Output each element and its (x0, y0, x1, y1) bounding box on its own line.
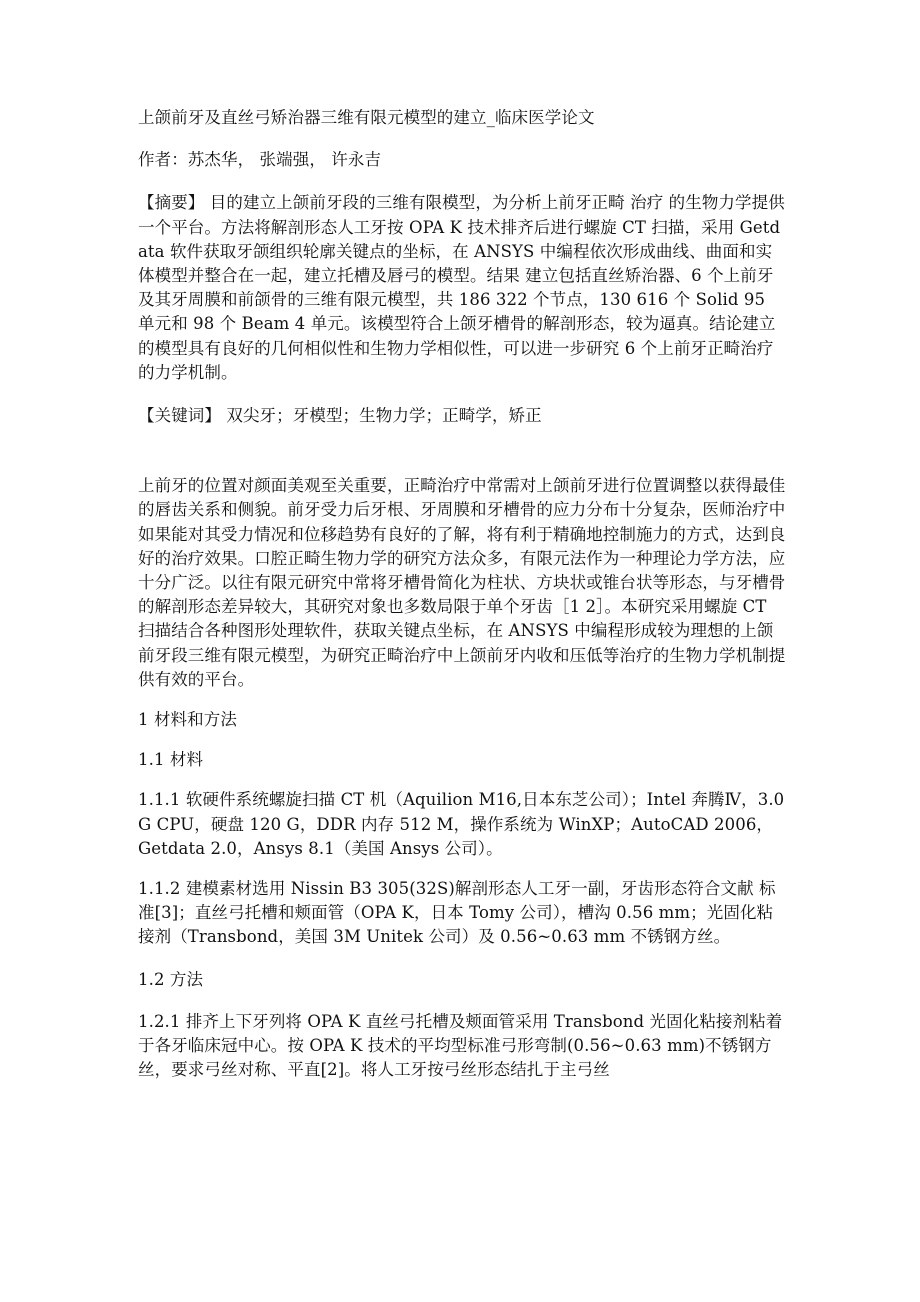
section-heading-1-1: 1.1 材料 (138, 750, 204, 770)
paper-title: 上颌前牙及直丝弓矫治器三维有限元模型的建立_临床医学论文 (138, 108, 595, 127)
keywords-line: 【关键词】 双尖牙；牙模型；生物力学；正畸学，矫正 (138, 406, 542, 426)
author-line: 作者：苏杰华， 张端强， 许永吉 (138, 150, 382, 170)
paragraph-1-1-1: 1.1.1 软硬件系统螺旋扫描 CT 机（Aquilion M16,日本东芝公司）；Intel 奔腾Ⅳ，3.0 G CPU，硬盘 120 G，DDR 内存 512 M，操作系统为 WinXP；AutoCAD 2006，Getdata 2.0，Ansys 8.1（美国 Ansys 公司）。 (138, 790, 785, 858)
section-heading-1-2: 1.2 方法 (138, 969, 204, 989)
document-page (138, 106, 786, 1083)
abstract-paragraph: 【摘要】 目的建立上颌前牙段的三维有限模型，为分析上前牙正畸 治疗 的生物力学提供一个平台。方法将解剖形态人工牙按 OPA K 技术排齐后进行螺旋 CT 扫描，采用 Getdata 软件获取牙颌组织轮廓关键点的坐标，在 ANSYS 中编程依次形成曲线、曲面和实体模型并整合在一起，建立托槽及唇弓的模型。结果 建立包括直丝矫治器、6 个上前牙及其牙周膜和前颌骨的三维有限元模型，共 186 322 个节点，130 616 个 Solid 95 单元和 98 个 Beam 4 单元。该模型符合上颌牙槽骨的解剖形态，较为逼真。结论建立的模型具有良好的几何相似性和生物力学相似性，可以进一步研究 6 个上前牙正畸治疗的力学机制。 (138, 193, 785, 382)
section-heading-1: 1 材料和方法 (138, 710, 237, 730)
paragraph-1-1-2: 1.1.2 建模素材选用 Nissin B3 305(32S)解剖形态人工牙一副，牙齿形态符合文献 标准[3]；直丝弓托槽和颊面管（OPA K，日本 Tomy 公司），槽沟 0.56 mm；光固化粘接剂（Transbond，美国 3M Unitek 公司）及 0.56~0.63 mm 不锈钢方丝。 (138, 879, 776, 947)
intro-paragraph: 上前牙的位置对颜面美观至关重要，正畸治疗中常需对上颌前牙进行位置调整以获得最佳的唇齿关系和侧貌。前牙受力后牙根、牙周膜和牙槽骨的应力分布十分复杂，医师治疗中如果能对其受力情况和位移趋势有良好的了解，将有利于精确地控制施力的方式，达到良好的治疗效果。口腔正畸生物力学的研究方法众多，有限元法作为一种理论力学方法，应十分广泛。以往有限元研究中常将牙槽骨简化为柱状、方块状或锥台状等形态，与牙槽骨的解剖形态差异较大，其研究对象也多数局限于单个牙齿［1 2］。本研究采用螺旋 CT 扫描结合各种图形处理软件，获取关键点坐标，在 ANSYS 中编程形成较为理想的上颌前牙段三维有限元模型，为研究正畸治疗中上颌前牙内收和压低等治疗的生物力学机制提供有效的平台。 (138, 476, 786, 689)
paragraph-1-2-1: 1.2.1 排齐上下牙列将 OPA K 直丝弓托槽及颊面管采用 Transbond 光固化粘接剂粘着于各牙临床冠中心。按 OPA K 技术的平均型标准弓形弯制(0.56~0.63 mm)不锈钢方丝，要求弓丝对称、平直[2]。将人工牙按弓丝形态结扎于主弓丝 (138, 1011, 783, 1080)
